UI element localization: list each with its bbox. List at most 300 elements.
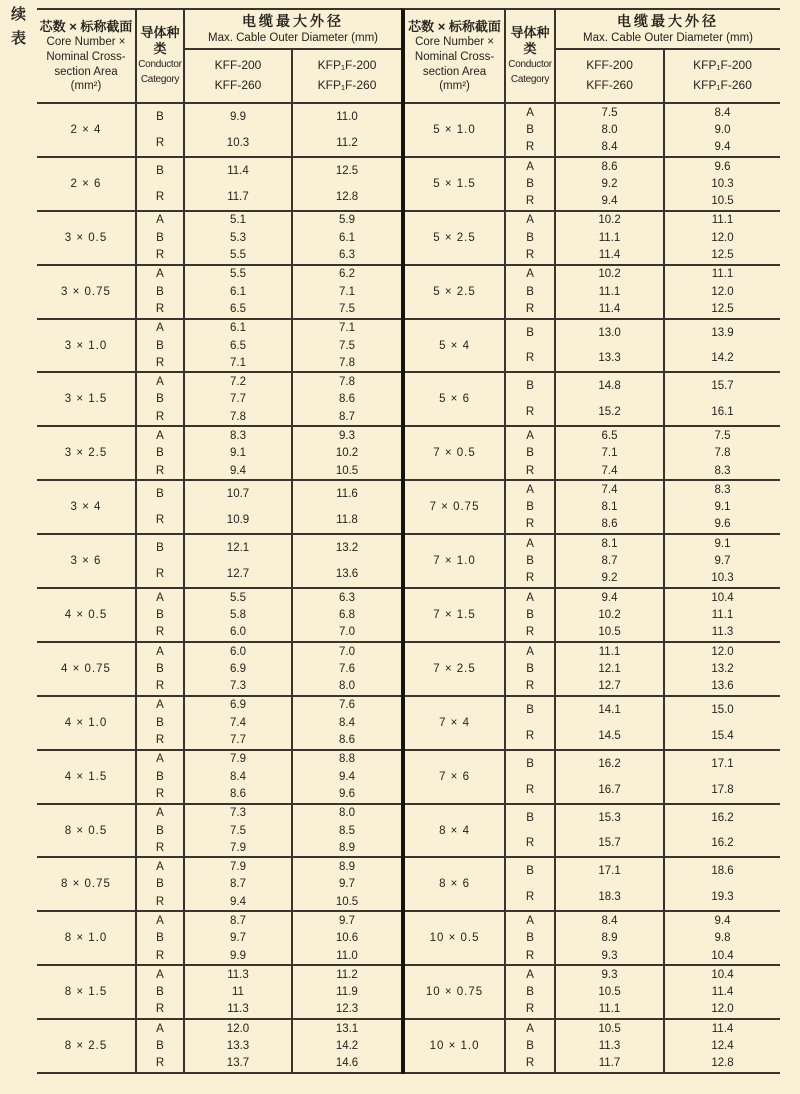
kfp-diameter-cell: 9.6: [339, 787, 356, 800]
kfp-diameter-cell: 8.5: [339, 824, 356, 837]
kfp-diameter-cell: 8.8: [339, 753, 356, 766]
conductor-category-cell: A: [137, 966, 185, 983]
kfp-diameter-cell: 7.0: [339, 645, 356, 658]
conductor-category-cell: R: [137, 462, 185, 479]
conductor-category-cell: B: [137, 283, 185, 300]
kfp-diameter-cell: 9.4: [714, 141, 731, 154]
conductor-category-cell: R: [137, 130, 185, 156]
kfp-diameter-cell: 9.4: [339, 770, 356, 783]
kfp-diameter-cell: 8.7: [339, 410, 356, 423]
conductor-category-cell: A: [137, 212, 185, 229]
conductor-category-cell: A: [506, 589, 556, 606]
kfp-diameter-cell: 7.8: [339, 356, 356, 369]
kfp-diameter-cell: 6.2: [339, 268, 356, 281]
header-max-outer-diameter: [556, 10, 780, 50]
spec-cell: 8 × 4: [405, 805, 506, 857]
conductor-category-cell: B: [137, 822, 185, 839]
kff-diameter-cell: 12.7: [185, 561, 293, 587]
table-row-group: [37, 1020, 401, 1074]
kfp-diameter-cell: 12.3: [335, 1003, 359, 1016]
kff-diameter-cell: 9.4: [556, 589, 665, 606]
conductor-category-cell: B: [506, 805, 556, 831]
kff-diameter-cell: 5.8: [185, 606, 293, 623]
spec-cell: 3 × 0.75: [37, 266, 137, 318]
kff-diameter-cell: 9.4: [556, 192, 665, 209]
kff-diameter-cell: 6.0: [185, 624, 293, 641]
conductor-category-cell: R: [506, 570, 556, 587]
kfp-diameter-cell: 11.1: [711, 268, 734, 281]
header-core-number-en: [415, 35, 494, 94]
kff-diameter-cell: 11.1: [556, 1001, 665, 1018]
cable-diameter-table-left: [37, 8, 401, 1074]
table-row-group: [405, 266, 780, 320]
kff-diameter-cell: 7.7: [185, 391, 293, 408]
conductor-category-cell: B: [137, 876, 185, 893]
kfp-diameter-cell: 13.2: [335, 542, 359, 555]
kfp-diameter-cell: 8.3: [714, 464, 731, 477]
conductor-category-cell: A: [137, 697, 185, 714]
spec-cell: 7 × 6: [405, 751, 506, 803]
kfp-diameter-cell: 13.1: [335, 1022, 359, 1035]
conductor-category-cell: B: [506, 606, 556, 623]
table-row-group: [37, 373, 401, 427]
kfp-diameter-cell: 12.5: [711, 302, 734, 315]
kfp-diameter-cell: 11.3: [711, 626, 734, 639]
spec-cell: 3 × 2.5: [37, 427, 137, 479]
conductor-category-cell: B: [506, 175, 556, 192]
kfp-diameter-cell: 8.4: [714, 106, 731, 119]
kfp-diameter-cell: 11.2: [336, 136, 358, 149]
kfp-diameter-cell: 9.1: [714, 501, 731, 514]
table-row-group: [37, 912, 401, 966]
kfp-diameter-cell: 11.9: [336, 986, 358, 999]
kff-diameter-cell: 7.9: [185, 839, 293, 856]
kff-diameter-cell: 11.4: [185, 158, 293, 184]
kff-diameter-cell: 9.9: [185, 104, 293, 130]
conductor-category-cell: B: [137, 229, 185, 246]
spec-cell: 4 × 0.5: [37, 589, 137, 641]
kfp-diameter-cell: 6.3: [339, 591, 356, 604]
spec-cell: 7 × 0.75: [405, 481, 506, 533]
kff-diameter-cell: 14.8: [556, 373, 665, 399]
kfp-diameter-cell: 11.0: [336, 110, 358, 123]
header-kff-models: [185, 50, 293, 102]
table-row-group: [37, 643, 401, 697]
table-body: [37, 104, 401, 1074]
conductor-category-cell: R: [506, 346, 556, 372]
header-kfp-models: [293, 50, 401, 102]
conductor-category-cell: A: [137, 751, 185, 768]
kff-diameter-cell: 6.9: [185, 697, 293, 714]
kff-diameter-cell: 11: [185, 984, 293, 1001]
kff-diameter-cell: 8.1: [556, 499, 665, 516]
kff-diameter-cell: 10.5: [556, 624, 665, 641]
spec-cell: 7 × 2.5: [405, 643, 506, 695]
kfp-diameter-cell: 15.4: [711, 729, 734, 742]
conductor-category-cell: R: [137, 246, 185, 263]
spec-cell: 7 × 4: [405, 697, 506, 749]
kfp-diameter-cell: 7.0: [339, 626, 356, 639]
table-row-group: [405, 697, 780, 751]
conductor-category-cell: B: [137, 1037, 185, 1054]
kff-diameter-cell: 14.5: [556, 723, 665, 749]
header-text-line: KFP₁F-260: [693, 78, 752, 92]
conductor-category-cell: R: [137, 947, 185, 964]
kfp-diameter-cell: 10.5: [711, 195, 734, 208]
kfp-diameter-cell: 11.0: [336, 949, 358, 962]
spec-cell: 3 × 1.5: [37, 373, 137, 425]
header-diameter-en: Max. Cable Outer Diameter (mm): [208, 31, 378, 44]
conductor-category-cell: B: [506, 984, 556, 1001]
conductor-category-cell: B: [137, 104, 185, 130]
kff-diameter-cell: 10.3: [185, 130, 293, 156]
kff-diameter-cell: 11.7: [185, 184, 293, 210]
conductor-category-cell: R: [506, 678, 556, 695]
kfp-diameter-cell: 8.6: [339, 734, 356, 747]
conductor-category-cell: R: [506, 1001, 556, 1018]
header-text-line: section Area: [54, 65, 118, 78]
kff-diameter-cell: 10.2: [556, 606, 665, 623]
conductor-category-cell: R: [506, 947, 556, 964]
kfp-diameter-cell: 12.8: [335, 190, 359, 203]
conductor-category-cell: A: [137, 427, 185, 444]
header-diameter-zh: 电缆最大外径: [242, 13, 345, 30]
header-core-number-area: [405, 10, 506, 102]
kfp-diameter-cell: 6.3: [339, 249, 356, 262]
kff-diameter-cell: 6.5: [185, 300, 293, 317]
kfp-diameter-cell: 11.8: [336, 514, 358, 527]
kfp-diameter-cell: 12.0: [711, 231, 734, 244]
header-text-line: 类: [153, 41, 167, 56]
conductor-category-cell: B: [137, 660, 185, 677]
kff-diameter-cell: 8.1: [556, 535, 665, 552]
header-text-line: Category: [140, 73, 180, 85]
conductor-category-cell: A: [137, 266, 185, 283]
kfp-diameter-cell: 14.6: [335, 1057, 359, 1070]
spec-cell: 8 × 0.75: [37, 858, 137, 910]
conductor-category-cell: A: [137, 858, 185, 875]
header-text-line: (mm²): [70, 80, 102, 93]
kff-diameter-cell: 8.7: [185, 876, 293, 893]
spec-cell: 5 × 2.5: [405, 212, 506, 264]
kfp-diameter-cell: 10.4: [711, 591, 734, 604]
conductor-category-cell: B: [506, 320, 556, 346]
conductor-category-cell: A: [137, 912, 185, 929]
continued-table-label: 续表: [9, 6, 26, 54]
kff-diameter-cell: 8.9: [556, 930, 665, 947]
kfp-diameter-cell: 9.7: [339, 878, 356, 891]
kfp-diameter-cell: 7.6: [339, 699, 356, 712]
conductor-category-cell: B: [506, 697, 556, 723]
kff-diameter-cell: 7.4: [556, 462, 665, 479]
table-row-group: [405, 212, 780, 266]
kfp-diameter-cell: 7.5: [714, 429, 731, 442]
kff-diameter-cell: 7.3: [185, 678, 293, 695]
table-row-group: [405, 589, 780, 643]
kff-diameter-cell: 7.7: [185, 731, 293, 748]
header-core-number-en: [46, 35, 125, 94]
conductor-category-cell: A: [506, 427, 556, 444]
header-text-line: KFP₁F-200: [317, 58, 377, 73]
kfp-diameter-cell: 9.7: [339, 915, 356, 927]
spec-cell: 3 × 1.0: [37, 320, 137, 372]
table-row-group: [37, 104, 401, 158]
header-text-line: KFP₁F-260: [317, 78, 377, 92]
conductor-category-cell: A: [506, 1020, 556, 1037]
kff-diameter-cell: 13.7: [185, 1055, 293, 1072]
header-core-number-area: [37, 10, 137, 102]
kfp-diameter-cell: 14.2: [335, 1040, 359, 1053]
kff-diameter-cell: 9.4: [185, 893, 293, 910]
spec-cell: 5 × 4: [405, 320, 506, 372]
kff-diameter-cell: 10.5: [556, 984, 665, 1001]
header-text-line: Core Number ×: [415, 36, 494, 49]
spec-cell: 8 × 0.5: [37, 805, 137, 857]
kfp-diameter-cell: 7.1: [339, 322, 356, 335]
conductor-category-cell: R: [506, 1055, 556, 1072]
kfp-diameter-cell: 10.4: [711, 949, 734, 962]
kfp-diameter-cell: 10.6: [335, 932, 359, 945]
kff-diameter-cell: 8.6: [185, 785, 293, 802]
conductor-category-cell: A: [137, 320, 185, 337]
spec-cell: 5 × 6: [405, 373, 506, 425]
kff-diameter-cell: 13.3: [556, 346, 665, 372]
kff-diameter-cell: 7.1: [185, 354, 293, 371]
kff-diameter-cell: 5.1: [185, 212, 293, 229]
header-text-line: KFF-260: [586, 78, 633, 92]
kff-diameter-cell: 7.9: [185, 858, 293, 875]
kff-diameter-cell: 12.1: [185, 535, 293, 561]
kfp-diameter-cell: 19.3: [711, 891, 734, 904]
spec-cell: 5 × 2.5: [405, 266, 506, 318]
kff-diameter-cell: 15.2: [556, 399, 665, 425]
kfp-diameter-cell: 5.9: [339, 214, 356, 227]
conductor-category-cell: R: [137, 839, 185, 856]
table-row-group: [405, 104, 780, 158]
kfp-diameter-cell: 16.2: [711, 837, 734, 850]
spec-cell: 7 × 1.0: [405, 535, 506, 587]
kff-diameter-cell: 5.5: [185, 589, 293, 606]
kff-diameter-cell: 7.5: [556, 104, 665, 121]
kff-diameter-cell: 5.3: [185, 229, 293, 246]
kff-diameter-cell: 8.4: [185, 768, 293, 785]
conductor-category-cell: R: [137, 678, 185, 695]
kff-diameter-cell: 15.3: [556, 805, 665, 831]
conductor-category-cell: B: [137, 606, 185, 623]
table-row-group: [37, 212, 401, 266]
kff-diameter-cell: 9.1: [185, 445, 293, 462]
kff-diameter-cell: 8.7: [185, 912, 293, 929]
spec-cell: 8 × 1.0: [37, 912, 137, 964]
header-conductor-category: [506, 10, 556, 102]
kff-diameter-cell: 11.1: [556, 283, 665, 300]
conductor-category-cell: R: [506, 723, 556, 749]
kff-diameter-cell: 9.9: [185, 947, 293, 964]
kfp-diameter-cell: 7.8: [339, 376, 356, 389]
conductor-category-cell: A: [506, 104, 556, 121]
conductor-category-cell: R: [506, 624, 556, 641]
kff-diameter-cell: 11.1: [556, 229, 665, 246]
spec-cell: 10 × 0.5: [405, 912, 506, 964]
kfp-diameter-cell: 16.2: [711, 811, 734, 824]
conductor-category-cell: B: [506, 751, 556, 777]
kff-diameter-cell: 6.9: [185, 660, 293, 677]
kfp-diameter-cell: 12.5: [711, 249, 734, 262]
header-diameter-en: Max. Cable Outer Diameter (mm): [583, 31, 753, 44]
header-text-line: 导体种: [510, 25, 550, 41]
conductor-category-cell: R: [137, 624, 185, 641]
conductor-category-cell: B: [137, 930, 185, 947]
spec-cell: 10 × 1.0: [405, 1020, 506, 1072]
table-row-group: [405, 427, 780, 481]
kff-diameter-cell: 6.5: [185, 337, 293, 354]
kff-diameter-cell: 11.4: [556, 300, 665, 317]
table-body: [405, 104, 780, 1074]
header-text-line: KFF-200: [214, 58, 262, 73]
conductor-category-cell: A: [506, 643, 556, 660]
spec-cell: 8 × 2.5: [37, 1020, 137, 1072]
header-kfp-models: [665, 50, 780, 102]
kff-diameter-cell: 7.9: [185, 751, 293, 768]
header-text-line: section Area: [422, 65, 487, 78]
conductor-category-cell: R: [506, 516, 556, 533]
conductor-category-cell: B: [506, 373, 556, 399]
kfp-diameter-cell: 9.0: [714, 123, 731, 136]
kff-diameter-cell: 11.3: [185, 1001, 293, 1018]
header-core-number-zh: 芯数 × 标称截面: [408, 18, 501, 34]
header-text-line: KFF-200: [586, 58, 633, 73]
conductor-category-cell: B: [137, 768, 185, 785]
conductor-category-cell: R: [137, 300, 185, 317]
kfp-diameter-cell: 10.3: [711, 177, 734, 190]
kfp-diameter-cell: 7.5: [339, 339, 356, 352]
kff-diameter-cell: 7.1: [556, 445, 665, 462]
kfp-diameter-cell: 6.8: [339, 608, 356, 621]
kfp-diameter-cell: 8.0: [339, 680, 356, 693]
spec-cell: 5 × 1.5: [405, 158, 506, 210]
conductor-category-cell: R: [137, 785, 185, 802]
spec-cell: 3 × 4: [37, 481, 137, 533]
conductor-category-cell: R: [137, 184, 185, 210]
tables-container: [37, 8, 780, 1074]
spec-cell: 8 × 1.5: [37, 966, 137, 1018]
table-row-group: [405, 912, 780, 966]
kfp-diameter-cell: 10.5: [335, 895, 359, 908]
conductor-category-cell: R: [137, 354, 185, 371]
kfp-diameter-cell: 12.0: [711, 285, 734, 298]
header-core-number-zh: 芯数 × 标称截面: [39, 18, 133, 34]
table-row-group: [405, 1020, 780, 1074]
table-row-group: [37, 266, 401, 320]
conductor-category-cell: A: [506, 535, 556, 552]
kff-diameter-cell: 6.1: [185, 320, 293, 337]
header-text-line: Conductor: [138, 58, 182, 70]
spec-cell: 7 × 0.5: [405, 427, 506, 479]
conductor-category-cell: B: [506, 499, 556, 516]
kff-diameter-cell: 8.6: [556, 516, 665, 533]
conductor-category-cell: R: [137, 408, 185, 425]
header-conductor-en: [138, 57, 181, 87]
kfp-diameter-cell: 17.1: [711, 757, 734, 770]
conductor-category-cell: R: [506, 462, 556, 479]
header-text-line: Nominal Cross-: [414, 50, 495, 63]
table-header: [37, 10, 401, 104]
table-row-group: [405, 805, 780, 859]
table-row-group: [37, 858, 401, 912]
header-text-line: Core Number ×: [46, 36, 126, 49]
kfp-diameter-cell: 6.1: [339, 231, 356, 244]
conductor-category-cell: A: [506, 212, 556, 229]
conductor-category-cell: B: [506, 930, 556, 947]
kfp-diameter-cell: 9.1: [714, 537, 731, 550]
header-text-line: KFP₁F-200: [693, 58, 752, 73]
header-conductor-zh: [511, 25, 550, 56]
header-text-line: Conductor: [508, 58, 552, 70]
conductor-category-cell: B: [506, 858, 556, 884]
conductor-category-cell: B: [137, 337, 185, 354]
conductor-category-cell: B: [137, 714, 185, 731]
kfp-diameter-cell: 11.6: [336, 488, 358, 501]
header-text-line: Category: [510, 73, 550, 85]
kff-diameter-cell: 8.4: [556, 912, 665, 929]
conductor-category-cell: A: [506, 481, 556, 498]
spec-cell: 5 × 1.0: [405, 104, 506, 156]
spec-cell: 2 × 6: [37, 158, 137, 210]
conductor-category-cell: R: [506, 139, 556, 156]
conductor-category-cell: B: [137, 984, 185, 1001]
kff-diameter-cell: 8.6: [556, 158, 665, 175]
kff-diameter-cell: 15.7: [556, 831, 665, 857]
kfp-diameter-cell: 9.8: [714, 932, 731, 945]
kff-diameter-cell: 9.2: [556, 570, 665, 587]
kfp-diameter-cell: 7.6: [339, 662, 356, 675]
conductor-category-cell: A: [506, 912, 556, 929]
conductor-category-cell: B: [506, 229, 556, 246]
conductor-category-cell: B: [506, 552, 556, 569]
kff-diameter-cell: 16.7: [556, 777, 665, 803]
kfp-diameter-cell: 10.2: [335, 447, 359, 460]
kfp-diameter-cell: 8.3: [714, 483, 731, 496]
spec-cell: 3 × 6: [37, 535, 137, 587]
header-max-outer-diameter: [185, 10, 401, 50]
kfp-diameter-cell: 8.9: [339, 841, 356, 854]
kff-diameter-cell: 9.7: [185, 930, 293, 947]
header-conductor-en: [508, 57, 551, 87]
kff-diameter-cell: 12.0: [185, 1020, 293, 1037]
kff-diameter-cell: 7.4: [185, 714, 293, 731]
conductor-category-cell: R: [506, 300, 556, 317]
kff-diameter-cell: 14.1: [556, 697, 665, 723]
kfp-diameter-cell: 18.6: [711, 865, 734, 878]
kfp-diameter-cell: 13.2: [711, 662, 734, 675]
conductor-category-cell: B: [506, 445, 556, 462]
kfp-diameter-cell: 13.6: [711, 680, 734, 693]
kff-diameter-cell: 10.2: [556, 212, 665, 229]
kfp-diameter-cell: 8.9: [339, 861, 356, 874]
kfp-diameter-cell: 12.5: [335, 164, 359, 177]
kff-diameter-cell: 9.4: [185, 462, 293, 479]
cable-diameter-table-right: [401, 8, 780, 1074]
conductor-category-cell: A: [137, 373, 185, 390]
conductor-category-cell: R: [506, 192, 556, 209]
conductor-category-cell: R: [137, 893, 185, 910]
kff-diameter-cell: 8.7: [556, 552, 665, 569]
kff-diameter-cell: 11.4: [556, 246, 665, 263]
conductor-category-cell: R: [137, 507, 185, 533]
conductor-category-cell: B: [137, 445, 185, 462]
kff-diameter-cell: 11.3: [556, 1037, 665, 1054]
kfp-diameter-cell: 8.4: [339, 716, 356, 729]
